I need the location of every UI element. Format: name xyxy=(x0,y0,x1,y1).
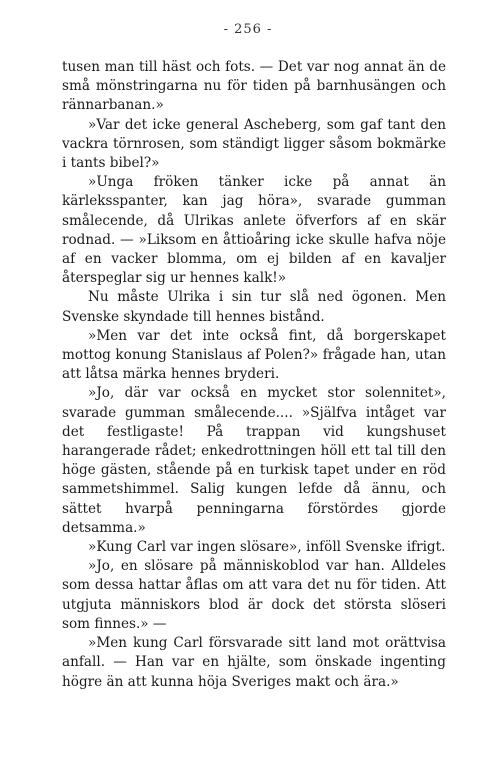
paragraph-7: »Kung Carl var ingen slösare», inföll Svenske ifrigt. xyxy=(88,539,446,556)
paragraph-6: »Jo, där var också en mycket stor solennitet», svarade gumman smålecende.... »Själfva intåget var det festligaste! På trappan vid kungshuset harangerade rådet; enkedrottningen höll ett tal till den höge gästen, stående på en turkisk tapet under en röd sammetshimmel. Salig kungen lefde då ännu, och sättet hvarpå penningarna förstördes gjorde detsamma.» xyxy=(62,385,446,536)
paragraph-5: »Men var det inte också fint, då borgerskapet mottog konung Stanislaus af Polen?» frågade han, utan att låtsa märka hennes bryderi. xyxy=(62,327,446,383)
paragraph-2: »Var det icke general Ascheberg, som gaf tant den vackra törnrosen, som ständigt ligger såsom bokmärke i tants bibel?» xyxy=(62,116,446,172)
body-text xyxy=(62,58,446,692)
paragraph-8: »Jo, en slösare på människoblod var han. Alldeles som dessa hattar åflas om att vara det nu för tiden. Att utgjuta människors blod är dock det största slöseri som finnes.» — xyxy=(62,558,446,632)
paragraph-9: »Men kung Carl försvarade sitt land mot orättvisa anfall. — Han var en hjälte, som önskade ingenting högre än att kunna höja Sveriges makt och ära.» xyxy=(62,635,446,690)
paragraph-1: tusen man till häst och fots. — Det var nog annat än de små mönstringarna nu för tiden på barnhusängen och rännarbanan.» xyxy=(62,59,446,114)
paragraph-3: »Unga fröken tänker icke på annat än kärleksspanter, kan jag höra», svarade gumman smålecende, då Ulrikas anlete öfverfors af en skär rodnad. — »Liksom en åttioåring icke skulle hafva nöje af en vacker blomma, om ej bilden af en kavaljer återspeglar sig ur hennes kalk!» xyxy=(62,174,446,287)
page-number-header: - 256 - xyxy=(223,22,273,37)
paragraph-4: Nu måste Ulrika i sin tur slå ned ögonen. Men Svenske skyndade till hennes bistånd. xyxy=(62,289,446,325)
